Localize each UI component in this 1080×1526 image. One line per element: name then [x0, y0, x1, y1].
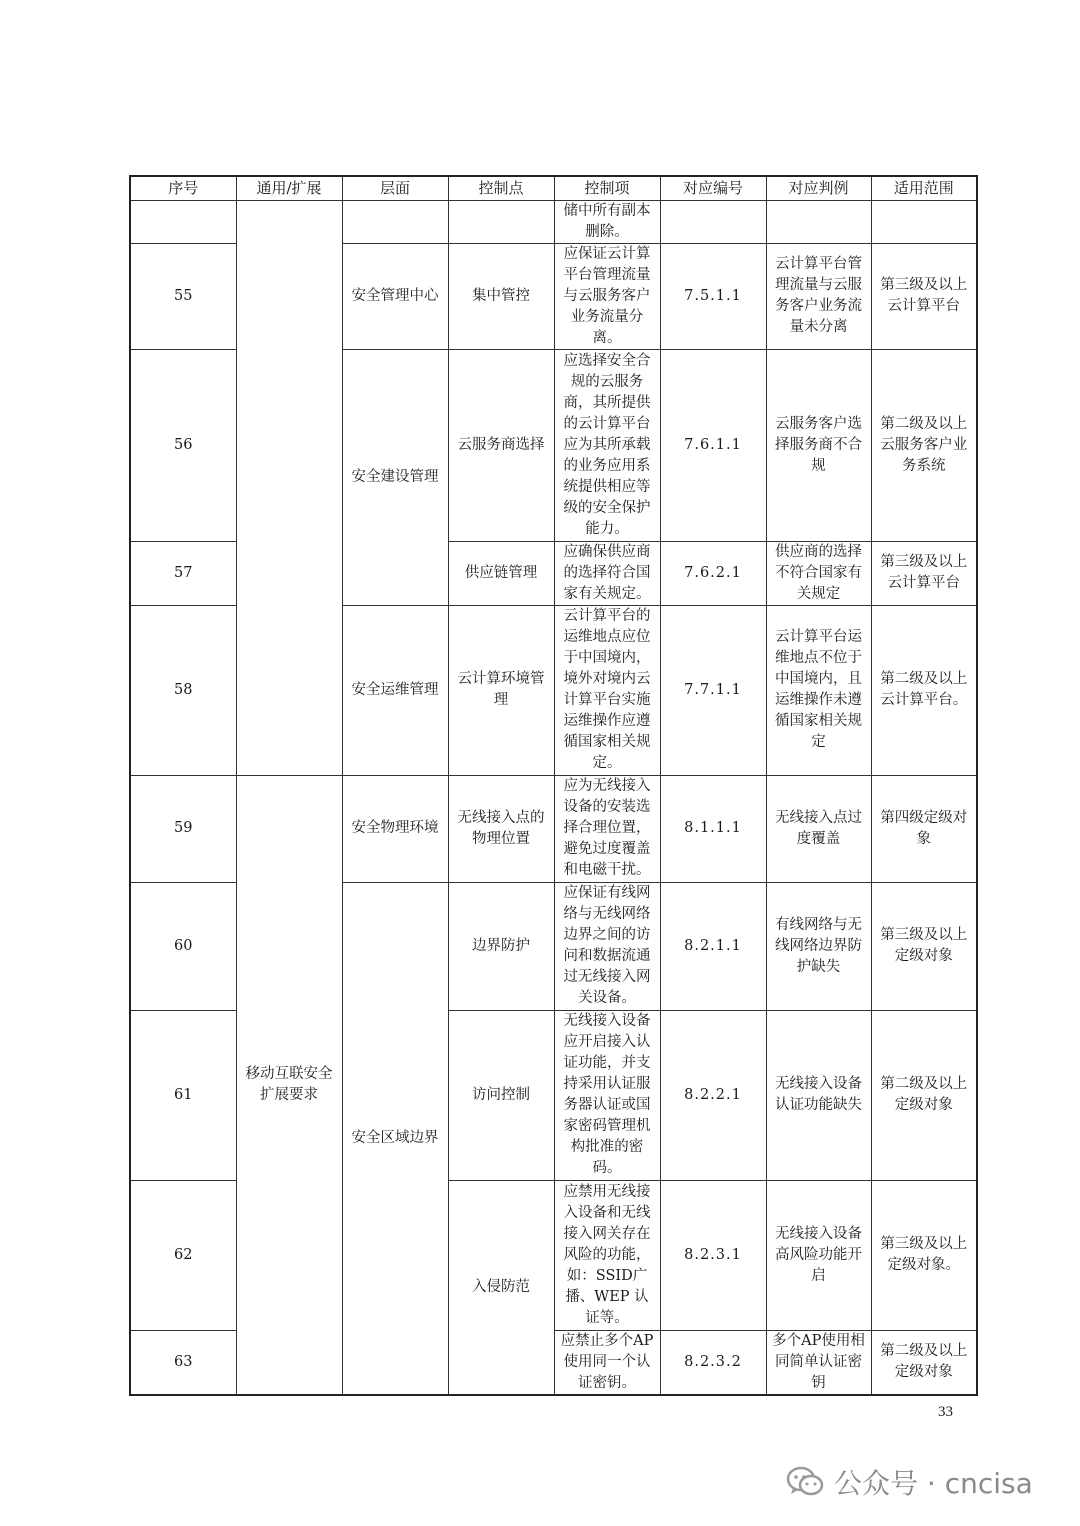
cell-case: 云计算平台管理流量与云服务客户业务流量未分离	[766, 243, 871, 349]
cell-point: 访问控制	[448, 1010, 554, 1180]
cell-point: 入侵防范	[448, 1180, 554, 1395]
cell-item: 无线接入设备应开启接入认证功能，并支持采用认证服务器认证或国家密码管理机构批准的密码。	[554, 1010, 660, 1180]
cell-scope: 第三级及以上云计算平台	[871, 541, 977, 605]
cell-case: 供应商的选择不符合国家有关规定	[766, 541, 871, 605]
watermark	[786, 1462, 1033, 1502]
cell-scope	[871, 200, 977, 243]
table-row	[130, 775, 977, 882]
cell-code: 8.2.1.1	[660, 882, 766, 1010]
cell-layer: 安全建设管理	[342, 349, 448, 605]
cell-scope: 第二级及以上云服务客户业务系统	[871, 349, 977, 541]
cell-code: 8.2.3.2	[660, 1330, 766, 1395]
cell-group-mobile: 移动互联安全扩展要求	[236, 775, 342, 1395]
header-layer: 层面	[342, 176, 448, 200]
cell-no: 58	[130, 605, 236, 775]
cell-code: 8.1.1.1	[660, 775, 766, 882]
cell-item: 应禁用无线接入设备和无线接入网关存在风险的功能，如：SSID广播、WEP 认证等。	[554, 1180, 660, 1330]
cell-code: 8.2.2.1	[660, 1010, 766, 1180]
cell-item: 应确保供应商的选择符合国家有关规定。	[554, 541, 660, 605]
cell-scope: 第二级及以上定级对象	[871, 1010, 977, 1180]
page-number: 33	[938, 1404, 953, 1420]
cell-case: 云服务客户选择服务商不合规	[766, 349, 871, 541]
table-header-row	[130, 176, 977, 200]
header-case: 对应判例	[766, 176, 871, 200]
cell-group-cloud	[236, 200, 342, 775]
cell-layer: 安全区域边界	[342, 882, 448, 1395]
cell-no: 60	[130, 882, 236, 1010]
cell-code: 7.6.1.1	[660, 349, 766, 541]
cell-item: 应保证有线网络与无线网络边界之间的访问和数据流通过无线接入网关设备。	[554, 882, 660, 1010]
cell-item: 云计算平台的运维地点应位于中国境内，境外对境内云计算平台实施运维操作应遵循国家相关规定。	[554, 605, 660, 775]
standards-table	[129, 175, 978, 1396]
cell-scope: 第二级及以上定级对象	[871, 1330, 977, 1395]
header-control-item: 控制项	[554, 176, 660, 200]
cell-case: 无线接入设备高风险功能开启	[766, 1180, 871, 1330]
cell-code	[660, 200, 766, 243]
cell-no: 63	[130, 1330, 236, 1395]
cell-point: 供应链管理	[448, 541, 554, 605]
cell-layer	[342, 200, 448, 243]
cell-item: 应保证云计算平台管理流量与云服务客户业务流量分离。	[554, 243, 660, 349]
cell-point: 无线接入点的物理位置	[448, 775, 554, 882]
cell-item: 应禁止多个AP 使用同一个认证密钥。	[554, 1330, 660, 1395]
cell-scope: 第三级及以上定级对象。	[871, 1180, 977, 1330]
cell-code: 7.7.1.1	[660, 605, 766, 775]
cell-no: 55	[130, 243, 236, 349]
cell-point: 集中管控	[448, 243, 554, 349]
cell-item: 储中所有副本删除。	[554, 200, 660, 243]
cell-no: 61	[130, 1010, 236, 1180]
cell-case: 无线接入设备认证功能缺失	[766, 1010, 871, 1180]
cell-point: 云计算环境管理	[448, 605, 554, 775]
cell-layer: 安全物理环境	[342, 775, 448, 882]
cell-case: 有线网络与无线网络边界防护缺失	[766, 882, 871, 1010]
cell-layer: 安全运维管理	[342, 605, 448, 775]
cell-code: 7.6.2.1	[660, 541, 766, 605]
cell-scope: 第三级及以上定级对象	[871, 882, 977, 1010]
cell-case	[766, 200, 871, 243]
cell-no: 56	[130, 349, 236, 541]
cell-scope: 第二级及以上云计算平台。	[871, 605, 977, 775]
wechat-icon	[786, 1466, 824, 1498]
cell-no	[130, 200, 236, 243]
cell-code: 8.2.3.1	[660, 1180, 766, 1330]
cell-point: 云服务商选择	[448, 349, 554, 541]
header-scope-type: 通用/扩展	[236, 176, 342, 200]
cell-point	[448, 200, 554, 243]
cell-layer: 安全管理中心	[342, 243, 448, 349]
cell-scope: 第三级及以上云计算平台	[871, 243, 977, 349]
watermark-text: 公众号 · cncisa	[834, 1467, 1033, 1500]
cell-no: 62	[130, 1180, 236, 1330]
cell-case: 多个AP使用相同简单认证密钥	[766, 1330, 871, 1395]
header-applicable-scope: 适用范围	[871, 176, 977, 200]
header-control-point: 控制点	[448, 176, 554, 200]
cell-no: 59	[130, 775, 236, 882]
cell-no: 57	[130, 541, 236, 605]
cell-code: 7.5.1.1	[660, 243, 766, 349]
cell-case: 云计算平台运维地点不位于中国境内，且运维操作未遵循国家相关规定	[766, 605, 871, 775]
header-no: 序号	[130, 176, 236, 200]
cell-scope: 第四级定级对象	[871, 775, 977, 882]
cell-item: 应为无线接入设备的安装选择合理位置，避免过度覆盖和电磁干扰。	[554, 775, 660, 882]
cell-case: 无线接入点过度覆盖	[766, 775, 871, 882]
table-row	[130, 200, 977, 243]
cell-point: 边界防护	[448, 882, 554, 1010]
cell-item: 应选择安全合规的云服务商，其所提供的云计算平台应为其所承载的业务应用系统提供相应等级的安全保护能力。	[554, 349, 660, 541]
header-code: 对应编号	[660, 176, 766, 200]
